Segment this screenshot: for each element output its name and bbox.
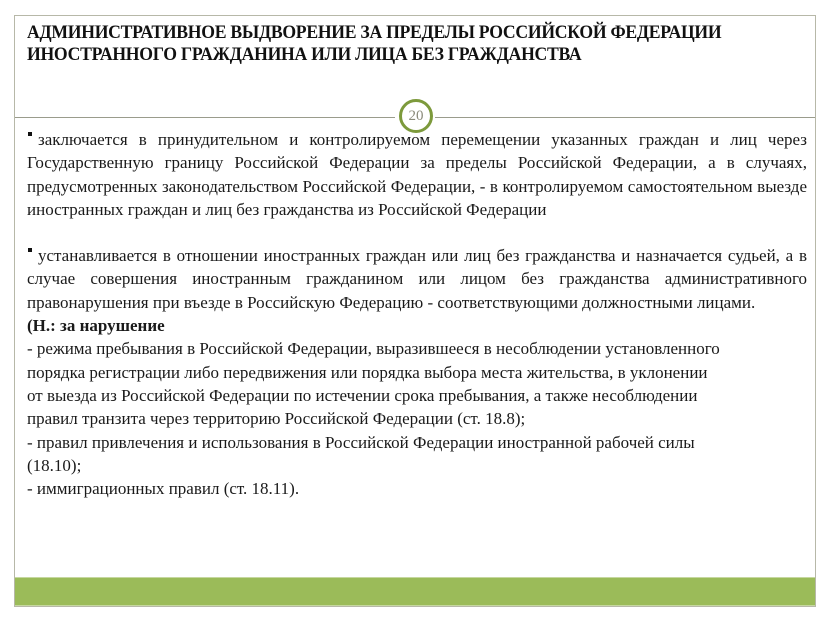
bullet-icon [28, 132, 32, 136]
bullet-text: заключается в принудительном и контролируемом перемещении указанных граждан и лиц через Государственную границу Российской Федерации за пределы Российской Федерации, а в случаях, предусмотренных законодательством Российской Федерации, - в контролируемом самостоятельном выезде иностранных граждан и лиц без гражданства из Российской Федерации [27, 130, 807, 219]
title-divider-right [435, 117, 815, 118]
violation-item: - правил привлечения и использования в Российской Федерации иностранной рабочей силы (18.10); [27, 432, 695, 475]
violation-item: - иммиграционных правил (ст. 18.11). [27, 479, 300, 499]
bullet-text: устанавливается в отношении иностранных граждан или лиц без гражданства и назначается судьей, а в случае совершения иностранным гражданином или лицом без гражданства административного правонарушения при въезде в Российскую Федерацию - соответствующими должностными лицами. [27, 246, 807, 312]
bullet-paragraph [27, 128, 807, 221]
slide-body [27, 128, 807, 500]
title-divider-left [15, 117, 395, 118]
bullet-paragraph [27, 244, 807, 314]
violation-item: - режима пребывания в Российской Федерации, выразившееся в несоблюдении установленного порядка регистрации либо передвижения или порядка выбора места жительства, в уклонении от выезда из Российской Федерации по истечении срока пребывания, а также несоблюдении правил транзита через территорию Российской Федерации (ст. 18.8); [27, 339, 720, 429]
note-heading: (Н.: за нарушение [27, 316, 165, 336]
slide-frame [14, 15, 816, 607]
page-number: 20 [408, 107, 424, 124]
slide-title: АДМИНИСТРАТИВНОЕ ВЫДВОРЕНИЕ ЗА ПРЕДЕЛЫ РОССИЙСКОЙ ФЕДЕРАЦИИ ИНОСТРАННОГО ГРАЖДАНИНА ИЛИ ЛИЦА БЕЗ ГРАЖДАНСТВА [27, 22, 722, 65]
footer-accent-bar [15, 577, 815, 606]
bullet-icon [28, 248, 32, 252]
